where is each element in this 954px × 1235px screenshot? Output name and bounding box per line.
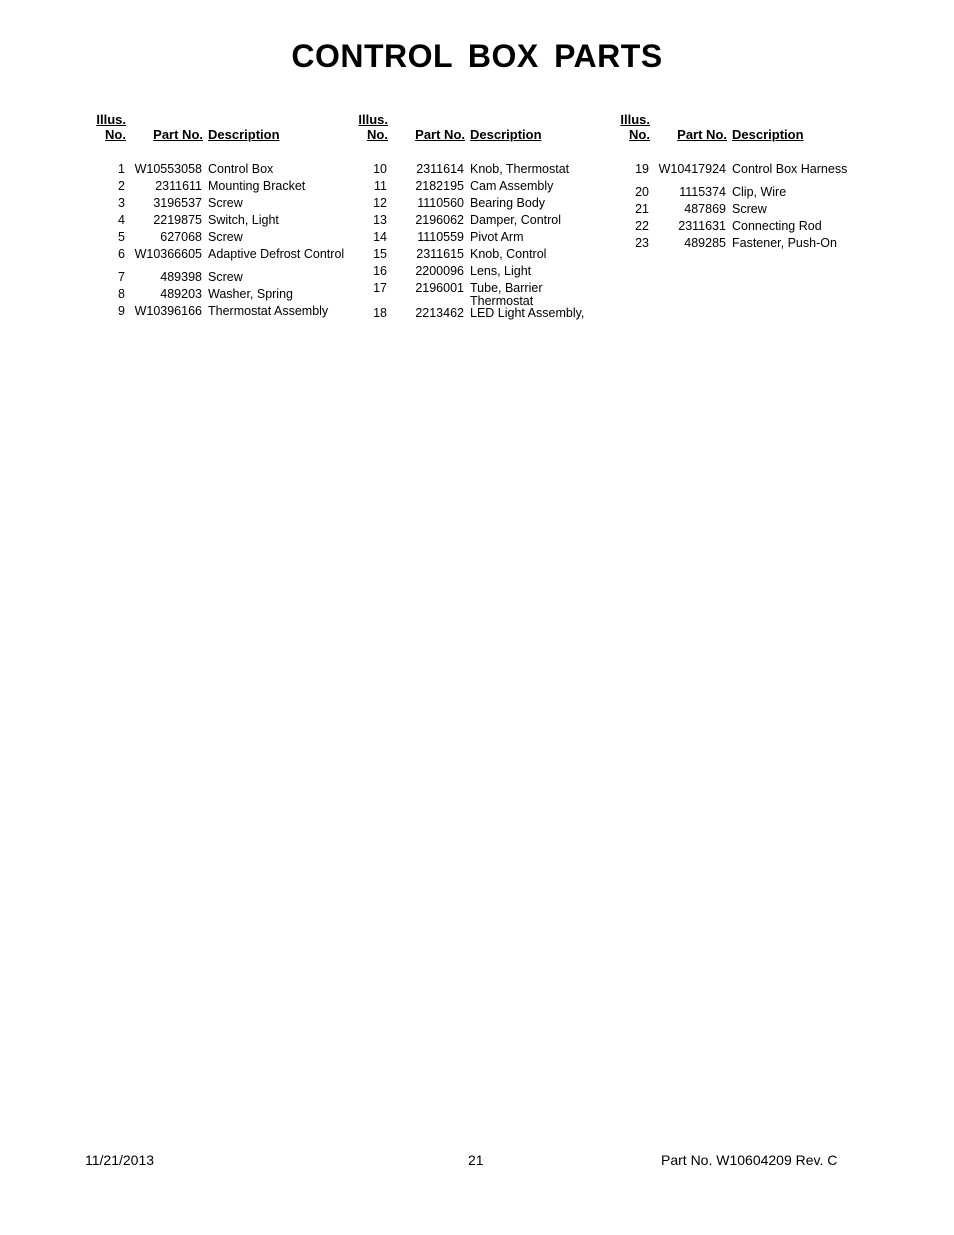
part-number: 3196537 bbox=[153, 196, 202, 210]
illus-number: 11 bbox=[374, 179, 387, 193]
header-illus: Illus. bbox=[358, 112, 388, 127]
part-number: W10417924 bbox=[658, 162, 726, 176]
illus-number: 16 bbox=[373, 264, 387, 278]
illus-number: 22 bbox=[635, 219, 649, 233]
illus-number: 14 bbox=[373, 230, 387, 244]
part-description: LED Light Assembly, bbox=[470, 306, 585, 320]
part-number: 2311611 bbox=[155, 179, 202, 193]
illus-number: 12 bbox=[373, 196, 387, 210]
header-description: Description bbox=[732, 127, 804, 142]
illus-number: 15 bbox=[373, 247, 387, 261]
list-item bbox=[0, 162, 954, 177]
header-illus: Illus. bbox=[96, 112, 126, 127]
illus-number: 7 bbox=[118, 270, 125, 284]
part-description: Control Box bbox=[208, 162, 274, 176]
part-description: Switch, Light bbox=[208, 213, 279, 227]
illus-number: 20 bbox=[635, 185, 649, 199]
header-description: Description bbox=[208, 127, 280, 142]
part-description: Knob, Control bbox=[470, 247, 547, 261]
illus-number: 13 bbox=[373, 213, 387, 227]
illus-number: 4 bbox=[118, 213, 125, 227]
part-number: 2196062 bbox=[415, 213, 464, 227]
illus-number: 6 bbox=[118, 247, 125, 261]
part-number: 2219875 bbox=[153, 213, 202, 227]
list-item bbox=[0, 202, 954, 217]
list-item bbox=[0, 185, 954, 200]
part-description: Lens, Light bbox=[470, 264, 532, 278]
part-number: 489203 bbox=[160, 287, 202, 301]
list-item bbox=[0, 219, 954, 234]
part-description: Mounting Bracket bbox=[208, 179, 306, 193]
illus-number: 9 bbox=[118, 304, 125, 318]
illus-number: 2 bbox=[118, 179, 125, 193]
part-description: Pivot Arm bbox=[470, 230, 524, 244]
part-number: W10553058 bbox=[134, 162, 202, 176]
part-number: 2213462 bbox=[415, 306, 464, 320]
part-number: 489285 bbox=[684, 236, 726, 250]
page-title: CONTROL BOX PARTS bbox=[291, 38, 663, 74]
part-number: 2196001 bbox=[415, 281, 464, 295]
part-number: 487869 bbox=[684, 202, 726, 216]
header-illus-no: No. bbox=[629, 127, 650, 142]
illus-number: 1 bbox=[118, 162, 125, 176]
part-number: 2182195 bbox=[415, 179, 464, 193]
illus-number: 18 bbox=[373, 306, 387, 320]
part-number: W10396166 bbox=[134, 304, 202, 318]
part-description: Connecting Rod bbox=[732, 219, 822, 233]
part-number: 2311631 bbox=[678, 219, 726, 233]
footer-date: 11/21/2013 bbox=[85, 1152, 155, 1168]
illus-number: 21 bbox=[635, 202, 649, 216]
part-number: 2200096 bbox=[415, 264, 464, 278]
header-part-no: Part No. bbox=[677, 127, 727, 142]
illus-number: 10 bbox=[373, 162, 387, 176]
part-number: 2311615 bbox=[416, 247, 464, 261]
part-description: Cam Assembly bbox=[470, 179, 554, 193]
list-item bbox=[0, 236, 954, 251]
header-description: Description bbox=[470, 127, 542, 142]
part-number: 2311614 bbox=[416, 162, 464, 176]
footer-part-number: Part No. W10604209 Rev. C bbox=[661, 1152, 838, 1168]
part-description: Tube, Barrier bbox=[470, 281, 543, 295]
illus-number: 19 bbox=[635, 162, 649, 176]
part-description: Bearing Body bbox=[470, 196, 546, 210]
part-number: 627068 bbox=[160, 230, 202, 244]
part-description: Washer, Spring bbox=[208, 287, 293, 301]
header-illus-no: No. bbox=[105, 127, 126, 142]
part-number: 1110559 bbox=[417, 230, 464, 244]
part-number: 1115374 bbox=[679, 185, 726, 199]
part-description: Screw bbox=[732, 202, 767, 216]
illus-number: 5 bbox=[118, 230, 125, 244]
header-illus: Illus. bbox=[620, 112, 650, 127]
illus-number: 23 bbox=[635, 236, 649, 250]
part-description: Screw bbox=[208, 230, 243, 244]
header-part-no: Part No. bbox=[415, 127, 465, 142]
part-number: W10366605 bbox=[134, 247, 202, 261]
part-description-continued: Thermostat bbox=[470, 294, 534, 308]
part-description: Thermostat Assembly bbox=[208, 304, 329, 318]
part-number: 1110560 bbox=[417, 196, 464, 210]
illus-number: 17 bbox=[373, 281, 387, 295]
parts-column-3 bbox=[0, 112, 954, 372]
part-description: Screw bbox=[208, 196, 243, 210]
part-description: Fastener, Push-On bbox=[732, 236, 837, 250]
part-description: Knob, Thermostat bbox=[470, 162, 570, 176]
illus-number: 8 bbox=[118, 287, 125, 301]
footer-page-number: 21 bbox=[468, 1152, 484, 1168]
part-description: Control Box Harness bbox=[732, 162, 848, 176]
part-description: Adaptive Defrost Control bbox=[208, 247, 345, 261]
header-illus-no: No. bbox=[367, 127, 388, 142]
illus-number: 3 bbox=[118, 196, 125, 210]
part-number: 489398 bbox=[160, 270, 202, 284]
part-description: Clip, Wire bbox=[732, 185, 787, 199]
part-description: Damper, Control bbox=[470, 213, 562, 227]
part-description: Screw bbox=[208, 270, 243, 284]
header-part-no: Part No. bbox=[153, 127, 203, 142]
